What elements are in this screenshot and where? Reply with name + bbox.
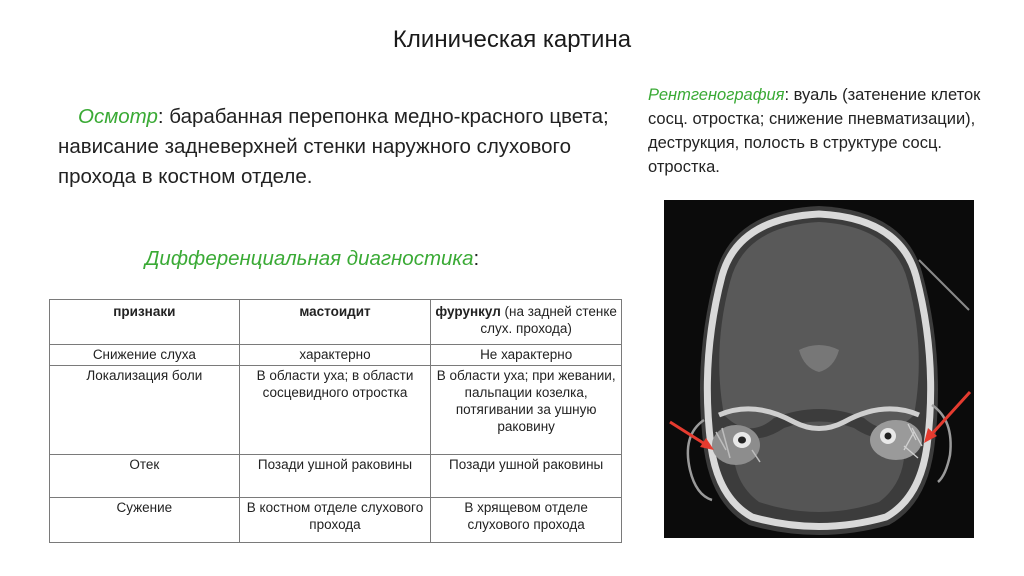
differential-label: Дифференциальная диагностика bbox=[145, 247, 474, 270]
table-header-row bbox=[50, 300, 622, 345]
cell-mastoiditis: В костном отделе слухового прохода bbox=[239, 498, 431, 543]
header-mastoiditis bbox=[239, 300, 431, 345]
xray-paragraph bbox=[648, 83, 988, 179]
table-row bbox=[50, 366, 622, 455]
header-furuncle-rest: (на задней стенке слух. прохода) bbox=[480, 304, 617, 336]
cell-furuncle: В области уха; при жевании, пальпации козелка, потягивании за ушную раковину bbox=[431, 366, 622, 455]
cell-mastoiditis: характерно bbox=[239, 345, 431, 366]
differential-table bbox=[49, 299, 622, 543]
cell-furuncle: В хрящевом отделе слухового прохода bbox=[431, 498, 622, 543]
table-row bbox=[50, 345, 622, 366]
cell-furuncle: Позади ушной раковины bbox=[431, 455, 622, 498]
cell-sign: Отек bbox=[50, 455, 240, 498]
cell-sign: Снижение слуха bbox=[50, 345, 240, 366]
differential-suffix: : bbox=[473, 247, 480, 270]
exam-paragraph bbox=[58, 102, 628, 192]
slide-title: Клиническая картина bbox=[392, 26, 632, 53]
cell-mastoiditis: В области уха; в области сосцевидного отростка bbox=[239, 366, 431, 455]
ct-right-mastoid bbox=[870, 420, 922, 460]
differential-heading bbox=[145, 247, 479, 271]
cell-mastoiditis: Позади ушной раковины bbox=[239, 455, 431, 498]
cell-furuncle: Не характерно bbox=[431, 345, 622, 366]
table-row bbox=[50, 498, 622, 543]
cell-sign: Локализация боли bbox=[50, 366, 240, 455]
exam-text: : барабанная перепонка медно-красного цвета; нависание задневерхней стенки наружного слухового прохода в костном отделе. bbox=[58, 105, 609, 188]
header-mastoiditis-text: мастоидит bbox=[299, 304, 371, 319]
ct-scan-image bbox=[664, 200, 974, 538]
ct-brain bbox=[719, 222, 919, 428]
xray-text: : вуаль (затенение клеток сосц. отростка; снижение пневматизации), деструкция, полость в структуре сосц. отростка. bbox=[648, 86, 981, 176]
ct-left-mastoid bbox=[712, 425, 760, 465]
header-furuncle-bold: фурункул bbox=[435, 304, 501, 319]
exam-label: Осмотр bbox=[78, 105, 158, 128]
header-furuncle bbox=[431, 300, 622, 345]
header-signs-text: признаки bbox=[113, 304, 176, 319]
header-signs bbox=[50, 300, 240, 345]
table-row bbox=[50, 455, 622, 498]
xray-label: Рентгенография bbox=[648, 86, 785, 104]
cell-sign: Сужение bbox=[50, 498, 240, 543]
